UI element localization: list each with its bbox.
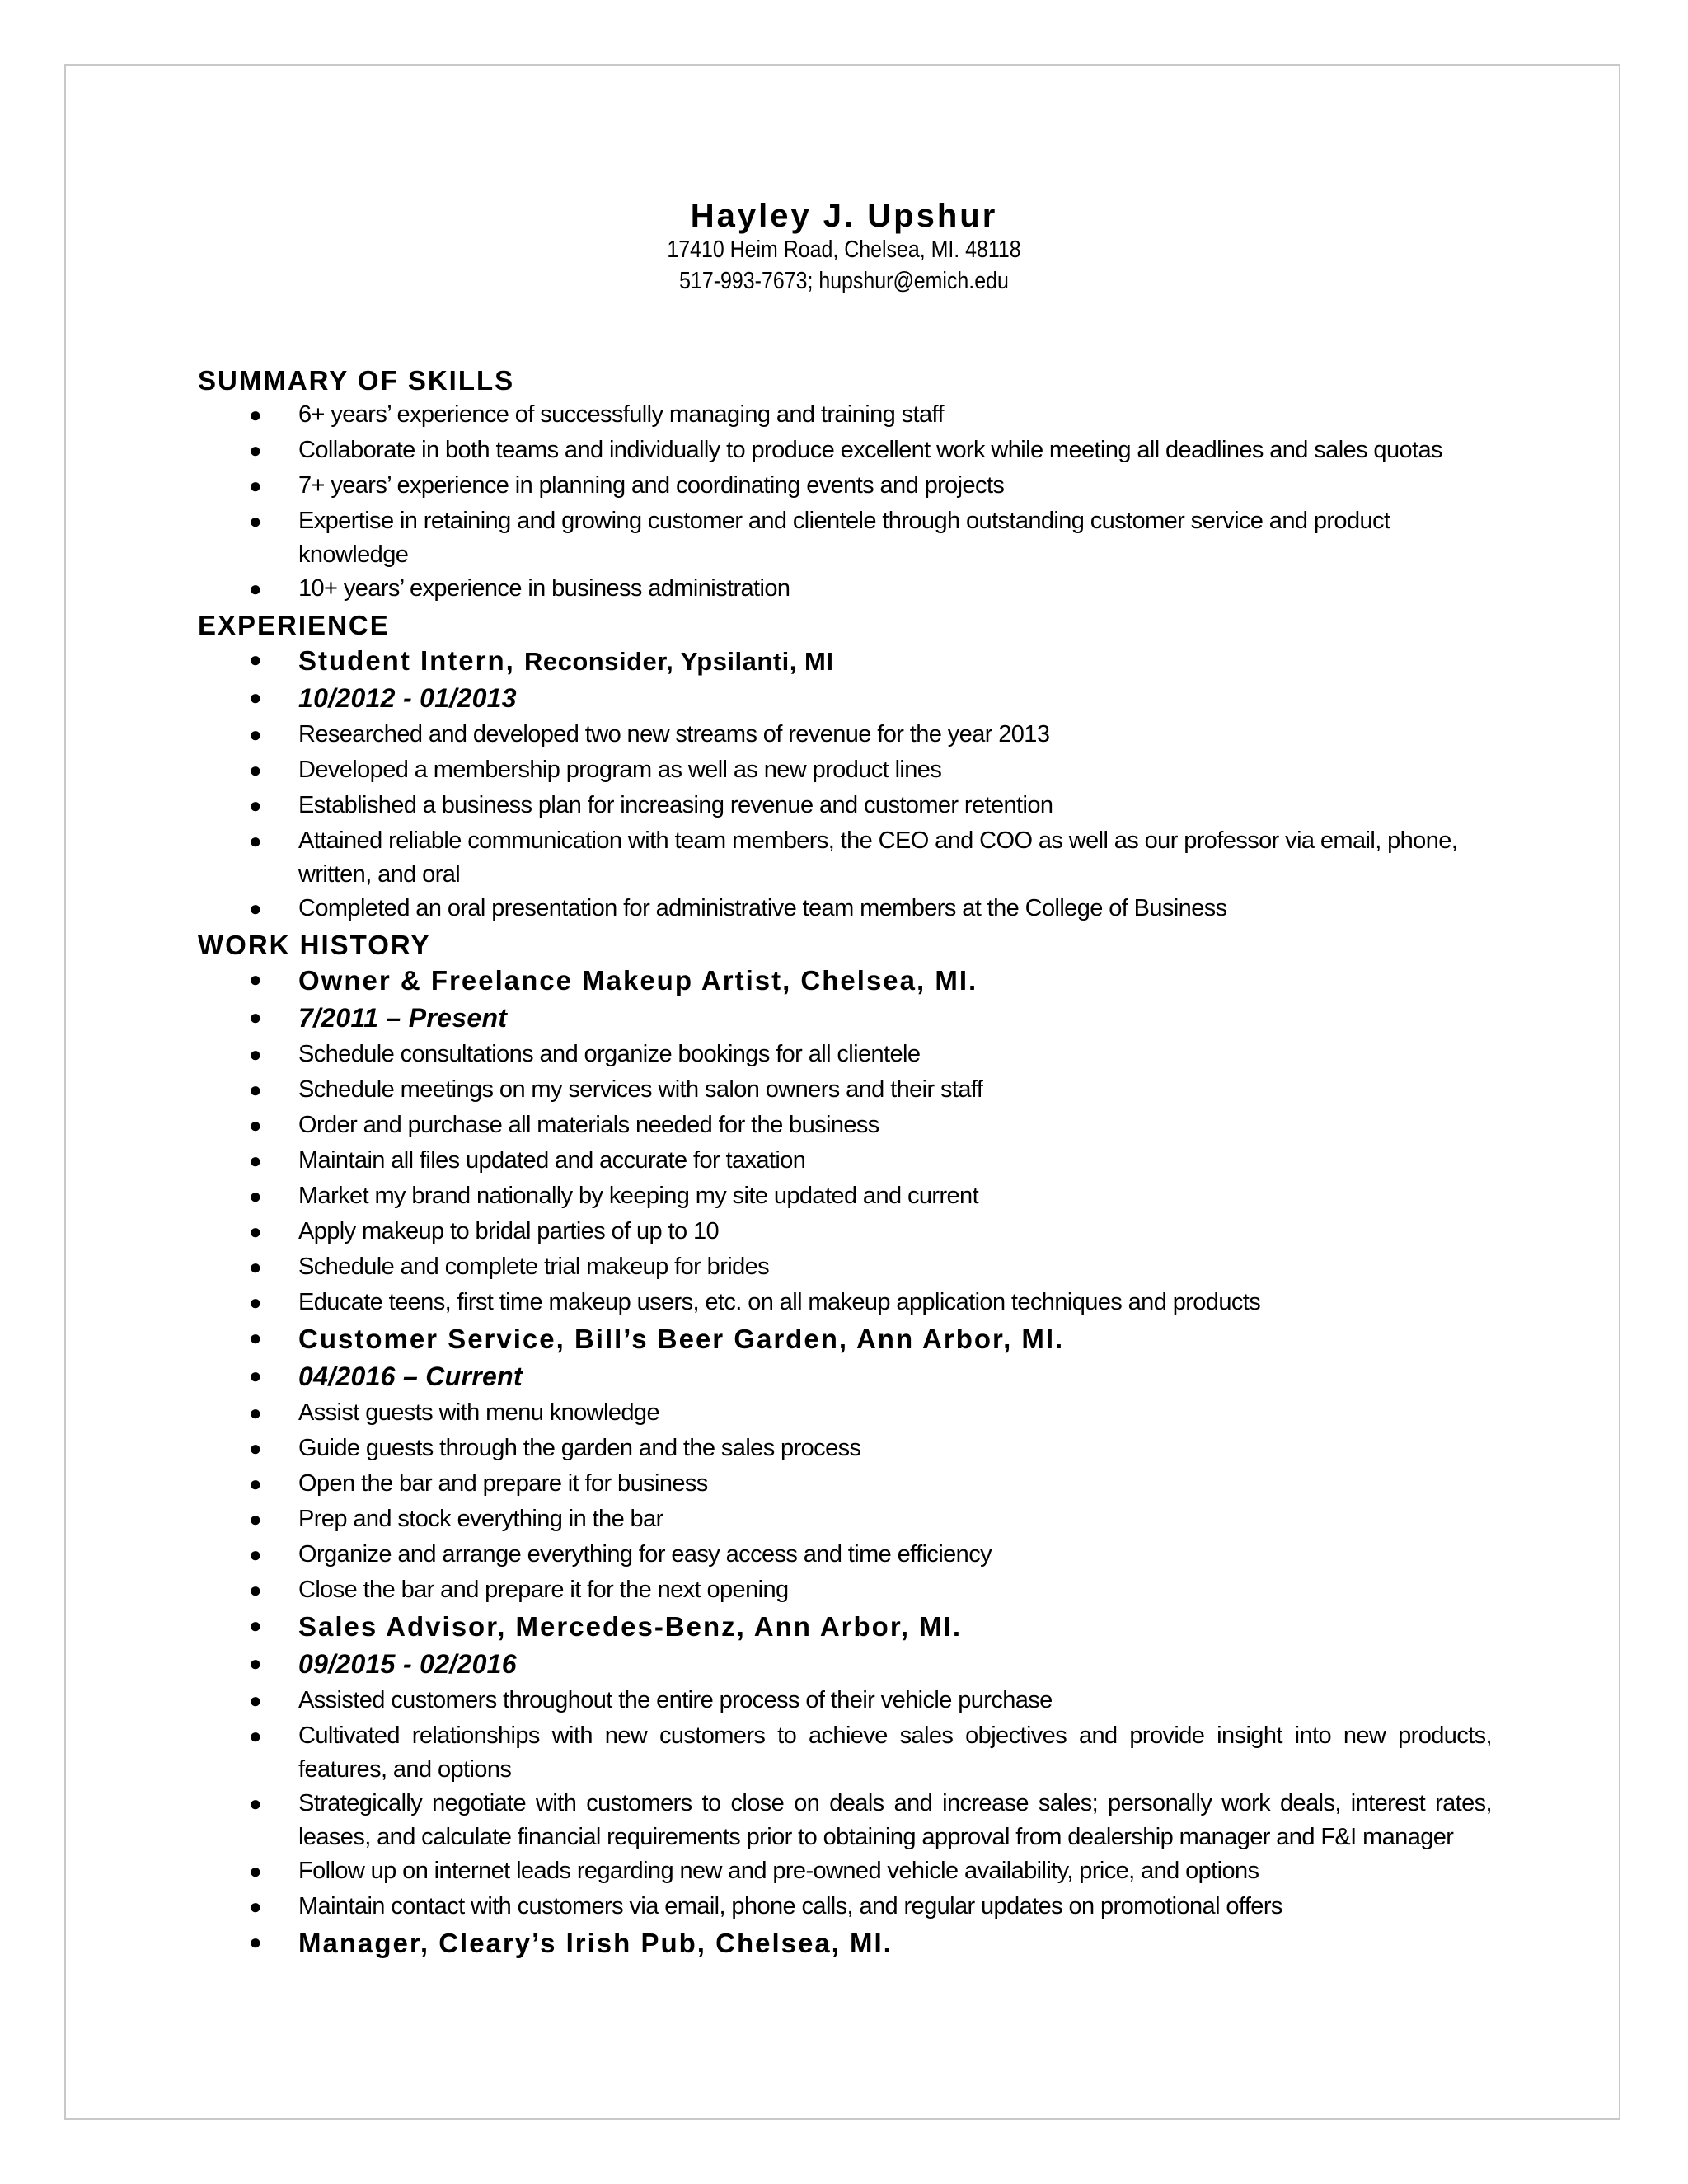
resume-body — [198, 363, 1492, 1963]
experience-section-title: EXPERIENCE — [198, 610, 390, 640]
bullet-icon: ● — [249, 647, 262, 672]
bullet-icon: ● — [249, 1858, 262, 1883]
list-item: ● Organize and arrange everything for easy access and time efficiency — [198, 1538, 1492, 1573]
bullet-icon: ● — [249, 1005, 262, 1029]
list-item: ● Apply makeup to bridal parties of up to 10 — [198, 1215, 1492, 1250]
bullet-icon: ● — [249, 685, 262, 710]
bullet-icon: ● — [249, 1077, 262, 1102]
list-item: ● Follow up on internet leads regarding new and pre-owned vehicle availability, price, and options — [198, 1854, 1492, 1890]
bullet-icon: ● — [249, 1651, 262, 1675]
bullet-icon: ● — [249, 757, 262, 782]
bullet-icon: ● — [249, 1542, 262, 1567]
list-item: ● Close the bar and prepare it for the next opening — [198, 1573, 1492, 1609]
bullet-icon: ● — [249, 1613, 262, 1638]
job-dates: ● 10/2012 - 01/2013 — [198, 681, 1492, 718]
bullet-icon: ● — [249, 1148, 262, 1173]
list-item: ● Maintain contact with customers via email, phone calls, and regular updates on promotional offers — [198, 1890, 1492, 1925]
list-item: ● Assisted customers throughout the entire process of their vehicle purchase — [198, 1684, 1492, 1719]
bullet-icon: ● — [249, 1113, 262, 1137]
resume-header — [0, 198, 1688, 297]
bullet-icon: ● — [249, 1723, 262, 1748]
list-item: ● Schedule and complete trial makeup for brides — [198, 1250, 1492, 1286]
list-item: ● Prep and stock everything in the bar — [198, 1502, 1492, 1538]
summary-section-title: SUMMARY OF SKILLS — [198, 365, 515, 396]
list-item: ● Schedule meetings on my services with salon owners and their staff — [198, 1073, 1492, 1108]
list-item: ● Expertise in retaining and growing customer and clientele through outstanding customer service and product knowledge — [198, 504, 1492, 572]
list-item: ● 6+ years’ experience of successfully managing and training staff — [198, 398, 1492, 434]
bullet-icon: ● — [249, 896, 262, 921]
list-item: ● 7+ years’ experience in planning and coordinating events and projects — [198, 469, 1492, 504]
bullet-icon: ● — [249, 402, 262, 427]
bullet-icon: ● — [249, 1507, 262, 1531]
bullet-icon: ● — [249, 1894, 262, 1919]
bullet-icon: ● — [249, 1219, 262, 1244]
bullet-icon: ● — [249, 793, 262, 818]
bullet-icon: ● — [249, 1577, 262, 1602]
list-item: ● Guide guests through the garden and the sales process — [198, 1432, 1492, 1467]
job-dates: ● 04/2016 – Current — [198, 1359, 1492, 1396]
list-item: ● Maintain all files updated and accurate for taxation — [198, 1144, 1492, 1179]
list-item: ● Researched and developed two new streams of revenue for the year 2013 — [198, 718, 1492, 753]
bullet-icon: ● — [249, 722, 262, 747]
bullet-icon: ● — [249, 1929, 262, 1954]
list-item: ● Educate teens, first time makeup users, etc. on all makeup application techniques and products — [198, 1286, 1492, 1321]
bullet-icon: ● — [249, 1363, 262, 1388]
list-item: ● Attained reliable communication with team members, the CEO and COO as well as our professor via email, phone, written, and oral — [198, 824, 1492, 892]
job-dates: ● 09/2015 - 02/2016 — [198, 1647, 1492, 1684]
job-role: ● Sales Advisor, Mercedes-Benz, Ann Arbor, MI. — [198, 1609, 1492, 1647]
list-item: ● Established a business plan for increasing revenue and customer retention — [198, 789, 1492, 824]
candidate-name: Hayley J. Upshur — [690, 198, 998, 234]
list-item: ● Open the bar and prepare it for business — [198, 1467, 1492, 1502]
bullet-icon: ● — [249, 967, 262, 991]
list-item: ● Market my brand nationally by keeping my site updated and current — [198, 1179, 1492, 1215]
bullet-icon: ● — [249, 1471, 262, 1496]
bullet-icon: ● — [249, 576, 262, 601]
bullet-icon: ● — [249, 509, 262, 533]
job-role: ● Owner & Freelance Makeup Artist, Chelsea, MI. — [198, 963, 1492, 1001]
bullet-icon: ● — [249, 1042, 262, 1066]
bullet-icon: ● — [249, 1688, 262, 1713]
role-company: Reconsider, Ypsilanti, MI — [524, 647, 834, 676]
list-item: ● Strategically negotiate with customers to close on deals and increase sales; personally work deals, interest rates, leases, and calculate financial requirements prior to obtaining approval from dealership manager and F&I manager — [198, 1787, 1492, 1854]
address-line: 17410 Heim Road, Chelsea, MI. 48118 — [667, 237, 1021, 263]
work-history-section-title: WORK HISTORY — [198, 930, 431, 960]
list-item: ● 10+ years’ experience in business administration — [198, 572, 1492, 607]
bullet-icon: ● — [249, 1183, 262, 1208]
bullet-icon: ● — [249, 1400, 262, 1425]
job-dates: ● 7/2011 – Present — [198, 1001, 1492, 1038]
bullet-icon: ● — [249, 828, 262, 853]
list-item: ● Cultivated relationships with new customers to achieve sales objectives and provide insight into new products, features, and options — [198, 1719, 1492, 1787]
bullet-icon: ● — [249, 473, 262, 498]
bullet-icon: ● — [249, 1290, 262, 1315]
list-item: ● Developed a membership program as well as new product lines — [198, 753, 1492, 789]
work-history-list — [198, 963, 1492, 1963]
bullet-icon: ● — [249, 1791, 262, 1816]
job-role: ● Customer Service, Bill’s Beer Garden, Ann Arbor, MI. — [198, 1321, 1492, 1359]
job-role: ● Manager, Cleary’s Irish Pub, Chelsea, MI. — [198, 1925, 1492, 1963]
list-item: ● Completed an oral presentation for administrative team members at the College of Business — [198, 892, 1492, 927]
bullet-icon: ● — [249, 1254, 262, 1279]
contact-line: 517-993-7673; hupshur@emich.edu — [679, 268, 1009, 294]
job-role — [198, 643, 1492, 681]
summary-list — [198, 398, 1492, 607]
list-item: ● Assist guests with menu knowledge — [198, 1396, 1492, 1432]
bullet-icon: ● — [249, 438, 262, 462]
role-title: Student Intern, — [298, 645, 515, 676]
list-item: ● Schedule consultations and organize bookings for all clientele — [198, 1038, 1492, 1073]
list-item: ● Order and purchase all materials needed for the business — [198, 1108, 1492, 1144]
bullet-icon: ● — [249, 1325, 262, 1350]
bullet-icon: ● — [249, 1436, 262, 1460]
list-item: ● Collaborate in both teams and individually to produce excellent work while meeting all deadlines and sales quotas — [198, 434, 1492, 469]
experience-list — [198, 643, 1492, 927]
